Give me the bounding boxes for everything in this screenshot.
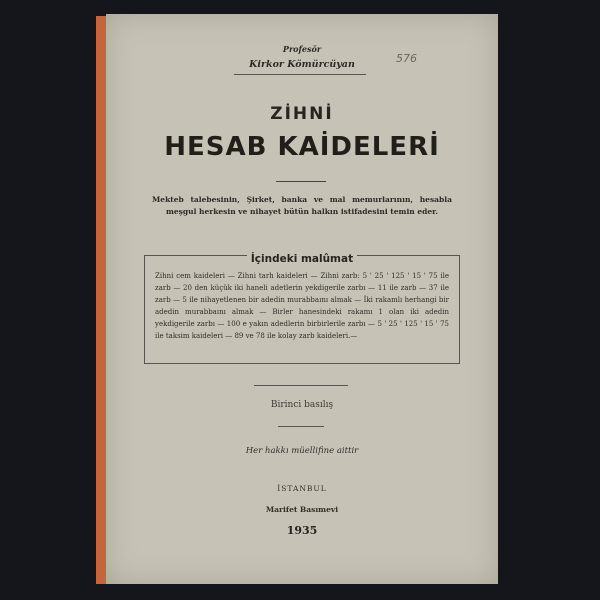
author-underline: [234, 74, 366, 75]
contents-text: Zihni cem kaideleri — Zihni tarh kaideleri — Zihni zarb: 5 ' 25 ' 125 ' 15 ' 75 ile zarb — 20 den küçük iki haneli adetlerin yekdigerile zarbı — 11 ile zarb — 37 ile zarb — 5 ile nihayetlenen bir adedin murabbaını almak — İki rakamlı herhangi bir adedin murabbaını almak — Birler hanesindeki rakamı 1 olan iki adedin yekdigerile zarbı — 100 e yakın adedlerin birbirlerile zarbı — 5 ' 25 ' 125 ' 15 ' 75 ile taksim kaideleri — 89 ve 78 ile kolay zarb kaideleri.—: [155, 272, 449, 340]
professor-label: Profesör: [282, 44, 322, 54]
handwritten-number: 576: [396, 52, 417, 65]
title-divider: [276, 181, 326, 182]
edition-divider-top: [254, 385, 348, 386]
book-cover-page: [106, 14, 498, 584]
edition-label: Birinci basılış: [270, 400, 334, 410]
rights-note: Her hakkı müellifine aittir: [245, 446, 359, 456]
edition-divider-bottom: [278, 426, 324, 427]
contents-box: [144, 255, 460, 364]
title-small: ZİHNİ: [270, 104, 334, 124]
author-name: Kirkor Kömürcüyan: [249, 59, 355, 70]
publisher-city: İSTANBUL: [277, 484, 327, 493]
contents-title-wrap: [145, 247, 459, 266]
publisher-press: Marifet Basımevi: [265, 505, 339, 514]
title-large: HESAB KAİDELERİ: [164, 132, 440, 162]
contents-title: İçindeki malûmat: [247, 253, 357, 265]
publication-year: 1935: [286, 524, 318, 537]
description: Mekteb talebesinin, Şirket, banka ve mal memurlarının, hesabla meşgul herkesin ve nihayet bütün halkın istifadesini temin eder.: [152, 195, 452, 216]
